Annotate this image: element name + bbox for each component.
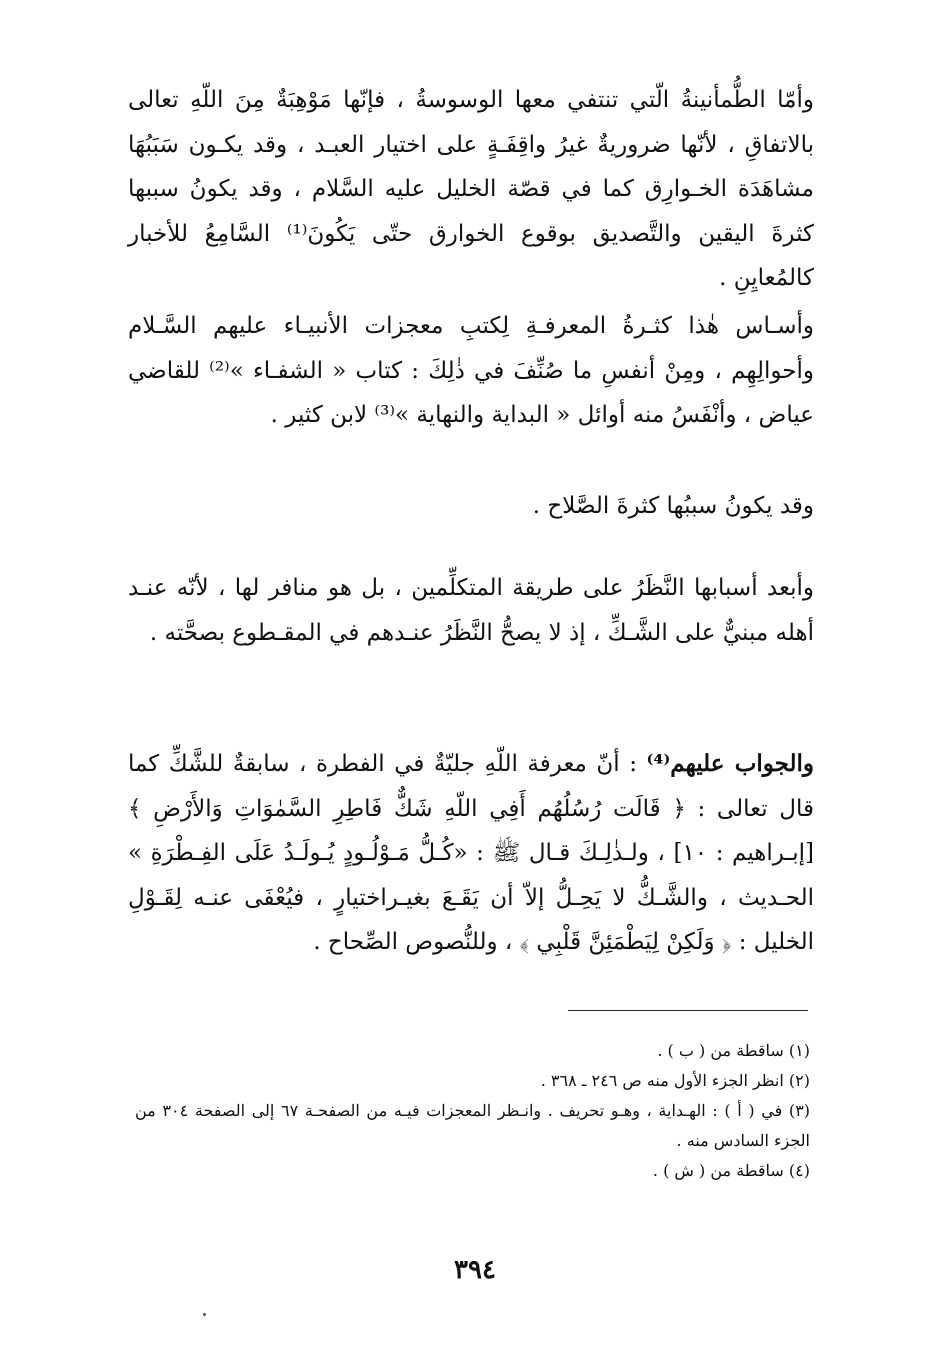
scan-speck bbox=[203, 1313, 206, 1316]
paragraph-text: وقد يكونُ سببُها كثرةَ الصَّلاح . bbox=[532, 493, 814, 519]
paragraph-speculation bbox=[128, 566, 814, 655]
paragraph-text: : أنّ معرفة اللّهِ جليّةٌ في الفطرة ، سابقةٌ للشَّكِّ كما قال تعالى : ﴿ قَالَت رُسُلُهُم أَفِي اللّهِ شَكٌّ فَاطِرِ السَّمٰوَاتِ وَالأَرْضِ ﴾ [إبـراهيم : ١٠] ، ولـذٰلِـكَ قـال ﷺ : «كُـلُّ مَـوْلُـودٍ يُـولَـدُ عَلَى الفِـطْرَةِ » الحـديث ، والشَّـكُّ لا يَحِـلُّ إلاّ أن يَقَـعَ بغيـراختيارٍ ، فيُعْفَى عنـه لِقَـوْلِ الخليل : ﴿ وَلَكِنْ لِيَطْمَئِنَّ قَلْبِي ﴾ ، وللنُّصوص الصِّحاح . bbox=[128, 751, 814, 955]
footnote-divider bbox=[568, 1010, 808, 1011]
footnote-3: (٣) في ( أ ) : الهـداية ، وهـو تحريف . وانـظر المعجزات فيـه من الصفحـة ٦٧ إلى الصفحة ٣٠٤ من الجزء السادس منه . bbox=[135, 1101, 811, 1150]
footnote-1: (١) ساقطة من ( ب ) . bbox=[657, 1041, 810, 1060]
footnotes bbox=[135, 1036, 810, 1186]
paragraph-tranquility bbox=[128, 78, 814, 301]
paragraph-lead-heading: والجواب عليهم⁽⁴⁾ bbox=[646, 750, 815, 777]
paragraph-text: وأبعد أسبابها النَّظَرُ على طريقة المتكلِّمين ، بل هو منافر لها ، لأنّه عنـد أهله مبنيٌّ على الشَّـكِّ ، إذ لا يصحُّ النَّظَرُ عنـدهم في المقـطوع بصحَّته . bbox=[128, 575, 814, 646]
paragraph-text: وأسـاس هٰذا كثـرةُ المعرفـةِ لِكتبِ معجزات الأنبيـاء عليهم السَّـلام وأحوالِهِم ، ومِنْ أنفسِ ما صُنِّفَ في ذٰلِكَ : كتاب « الشفـاء »⁽²⁾ للقاضي عياض ، وأنْفَسُ منه أوائل « البداية والنهاية »⁽³⁾ لابن كثير . bbox=[128, 313, 814, 428]
page-number: ٣٩٤ bbox=[454, 1255, 496, 1285]
footnote-2: (٢) انظر الجزء الأول منه ص ٢٤٦ ـ ٣٦٨ . bbox=[540, 1071, 810, 1090]
paragraph-foundation bbox=[128, 304, 814, 438]
paragraph-righteousness bbox=[128, 484, 814, 529]
footnote-4: (٤) ساقطة من ( ش ) . bbox=[652, 1161, 810, 1180]
paragraph-response bbox=[128, 742, 814, 965]
paragraph-text: وأمّا الطُّمأنينةُ الّتي تنتفي معها الوسوسةُ ، فإنّها مَوْهِبَةٌ مِنَ اللّهِ تعالى بالاتفاقِ ، لأنّها ضروريةٌ غيرُ واقِفَـةٍ على اختيار العبـد ، وقد يكـون سَبَبُهَا مشاهَدَة الخـوارِق كما في قصّة الخليل عليه السَّلام ، وقد يكونُ سببها كثرةَ اليقين والتَّصديق بوقوع الخوارق حتّى يَكُونَ⁽¹⁾ السَّامِعُ للأخبار كالمُعايِنِ . bbox=[128, 87, 814, 291]
